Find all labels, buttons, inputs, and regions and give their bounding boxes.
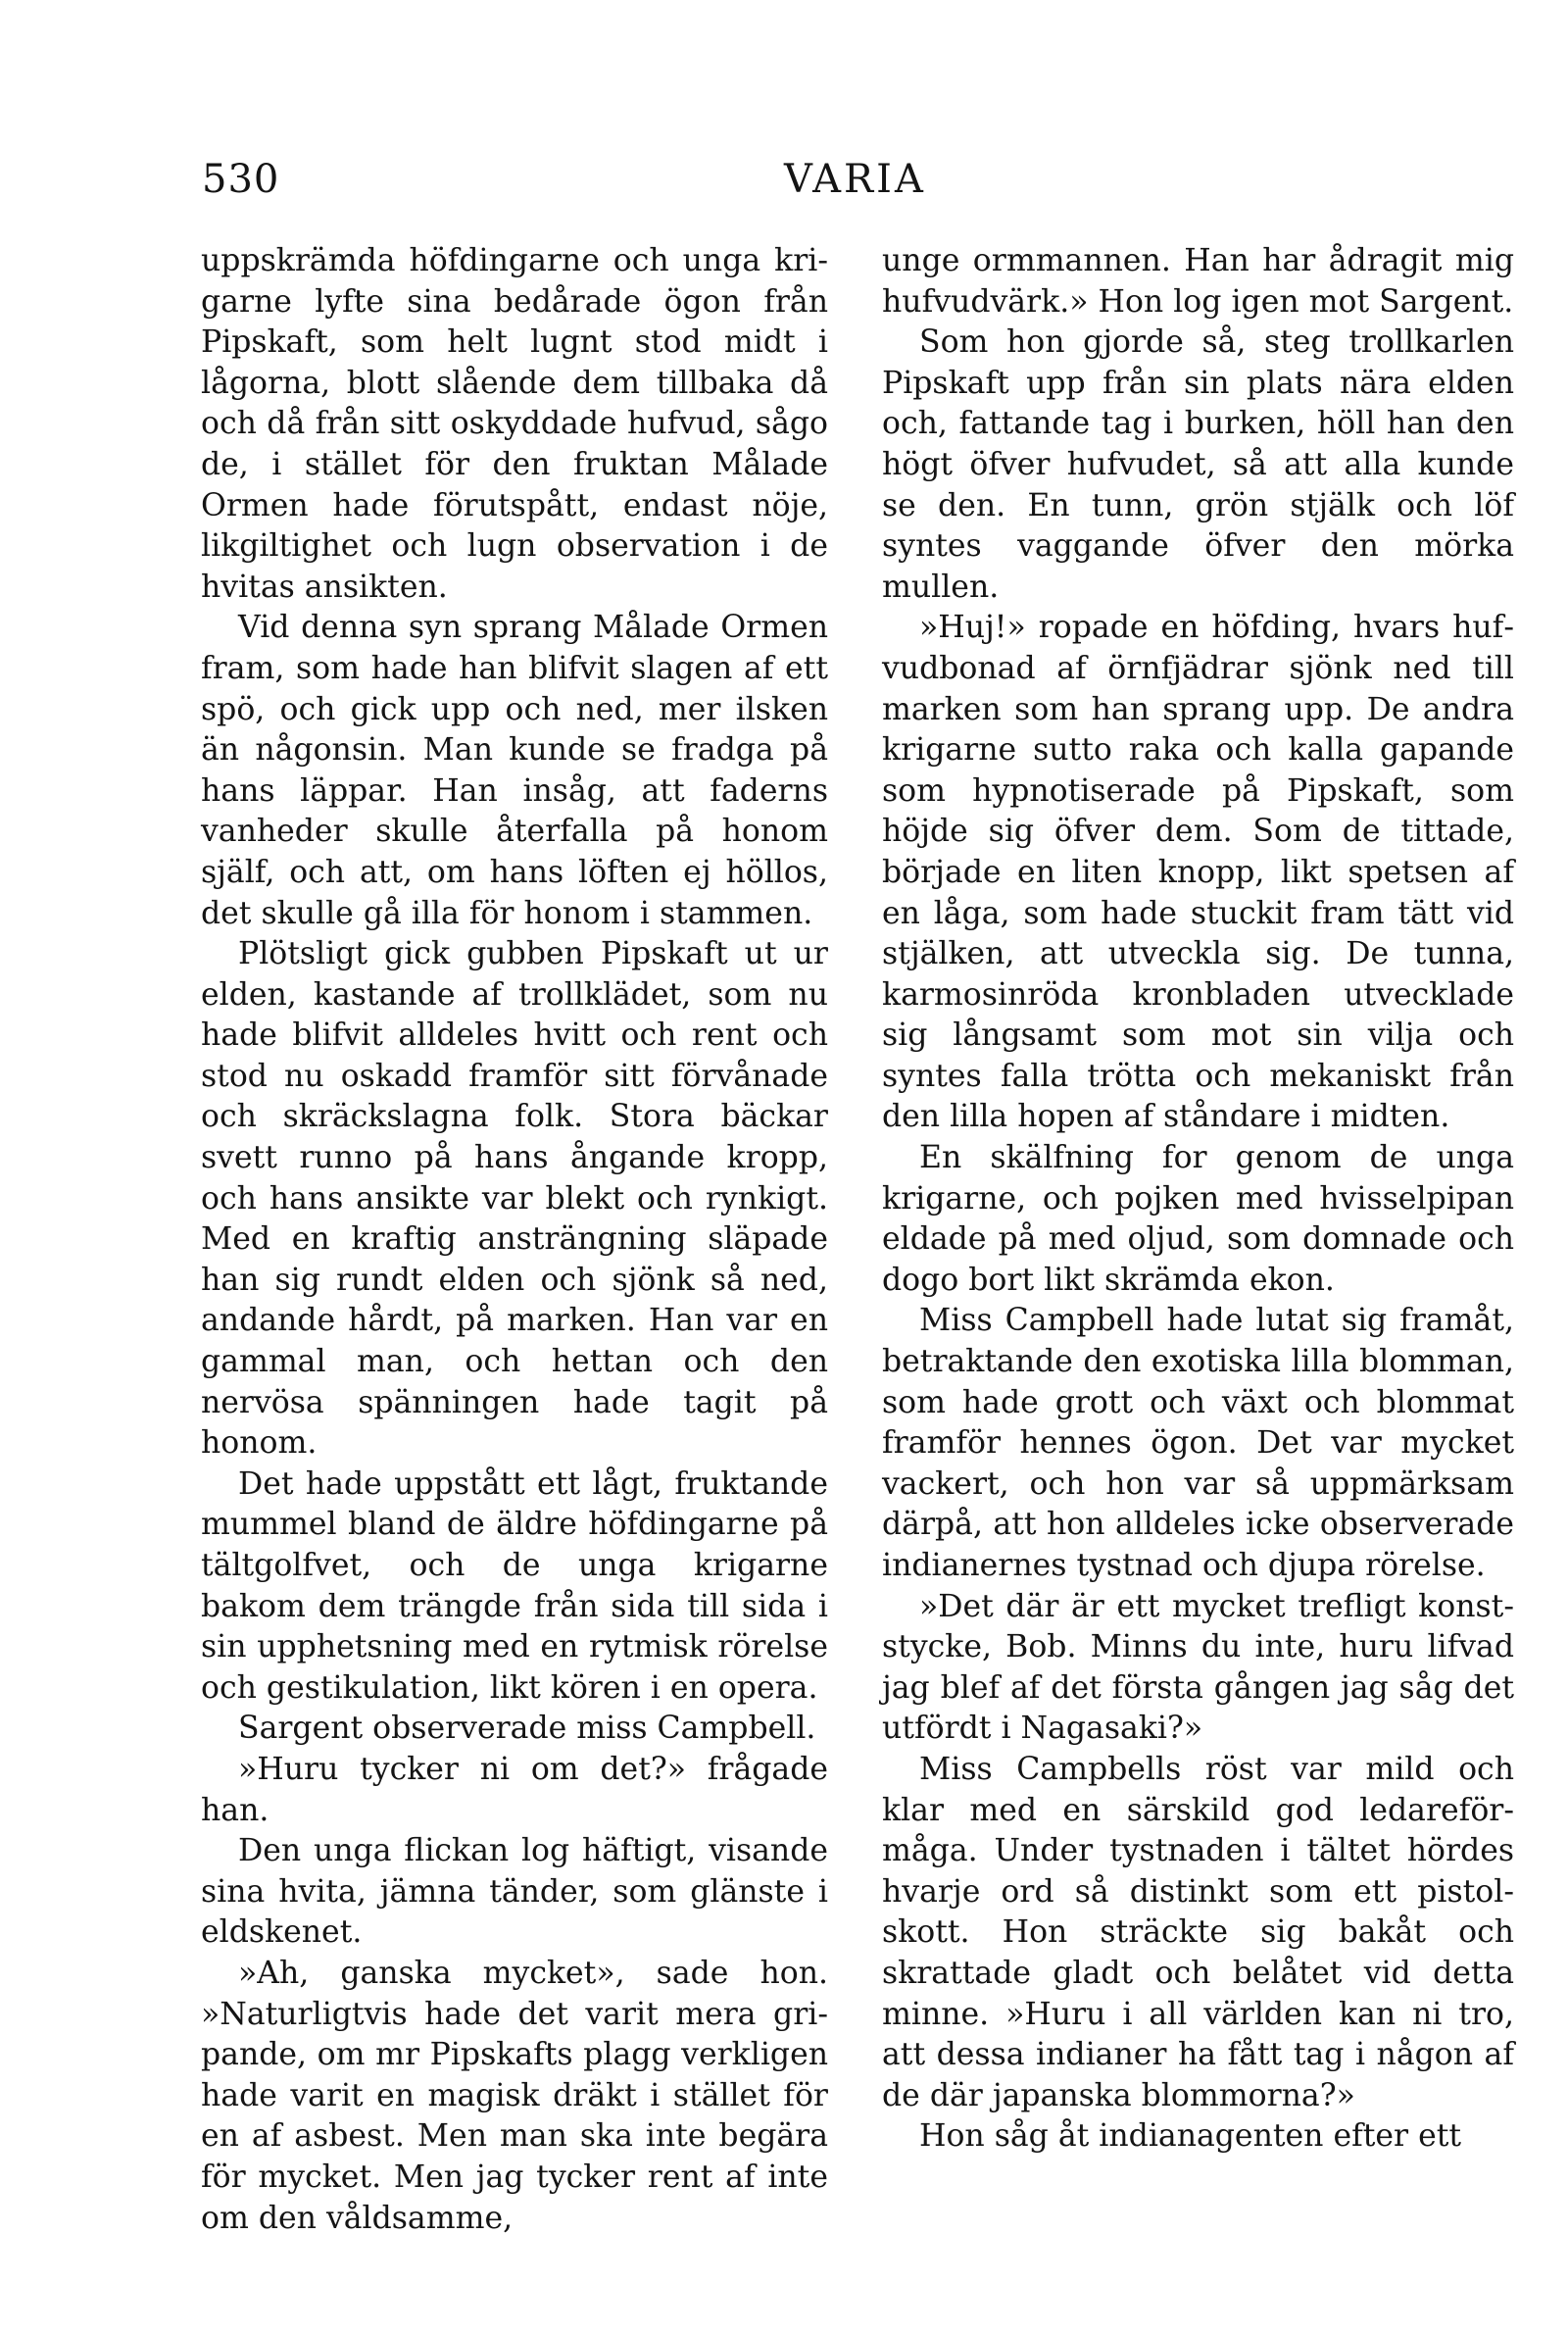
paragraph: Vid denna syn sprang Målade Ormen fram, som hade han blifvit slagen af ett spö, och gick upp och ned, mer ilsken än någonsin. Man kunde se fradga på hans läppar. Han insåg, att faderns vanheder skulle återfalla på honom själf, och att, om hans löften ej höllos, det skulle gå illa för honom i stammen. (201, 610, 828, 931)
paragraph: uppskrämda höfdingarne och unga krigarne lyfte sina bedårade ögon från Pipskaft, som helt lugnt stod midt i lågorna, blott slående dem tillbaka då och då från sitt oskyddade hufvud, sågo de, i stället för den fruktan Målade Ormen hade förutspått, endast nöje, likgiltighet och lugn observation i de hvitas ansikten. (201, 243, 828, 605)
paragraph: »Huj!» ropade en höfding, hvars hufvudbonad af örnfjädrar sjönk ned till marken som han sprang upp. De andra krigarne sutto raka och kalla gapande som hypnotiserade på Pipskaft, som höjde sig öfver dem. Som de tittade, började en liten knopp, likt spetsen af en låga, som hade stuckit fram tätt vid stjälken, att utveckla sig. De tunna, karmosinröda kronbladen utvecklade sig långsamt som mot sin vilja och syntes falla trötta och mekaniskt från den lilla hopen af ståndare i midten. (882, 610, 1514, 1135)
running-head: VARIA (784, 157, 926, 202)
paragraph: Det hade uppstått ett lågt, fruktande mummel bland de äldre höfdingarne på tältgolfvet, och de unga krigarne bakom dem trängde från sida till sida i sin upphetsning med en rytmisk rörelse och gestikulation, likt kören i en opera. (201, 1465, 828, 1706)
paragraph: »Det där är ett mycket trefligt konststycke, Bob. Minns du inte, huru lifvad jag blef af det första gången jag såg det utfördt i Nagasaki?» (882, 1588, 1514, 1747)
paragraph: En skälfning for genom de unga krigarne, och pojken med hvisselpipan eldade på med oljud, som domnade och dogo bort likt skrämda ekon. (882, 1140, 1514, 1298)
paragraph: »Huru tycker ni om det?» frågade han. (201, 1751, 828, 1828)
paragraph: Som hon gjorde så, steg trollkarlen Pipskaft upp från sin plats nära elden och, fattande tag i burken, höll han den högt öfver hufvudet, så att alla kunde se den. En tunn, grön stjälk och löf syntes vaggande öfver den mörka mullen. (882, 324, 1514, 605)
paragraph: »Ah, ganska mycket», sade hon. »Naturligtvis hade det varit mera gripande, om mr Pipskafts plagg verkligen hade varit en magisk dräkt i stället för en af asbest. Men man ska inte begära för mycket. Men jag tycker rent af inte om den våldsamme, (201, 1955, 828, 2236)
page-number: 530 (202, 157, 280, 202)
left-text-column (201, 241, 828, 2239)
paragraph: Sargent observerade miss Campbell. (238, 1711, 816, 1747)
paragraph: Plötsligt gick gubben Pipskaft ut ur elden, kastande af trollklädet, som nu hade blifvit alldeles hvitt och rent och stod nu oskadd framför sitt förvånade och skräckslagna folk. Stora bäckar svett runno på hans ångande kropp, och hans ansikte var blekt och rynkigt. Med en kraftig ansträngning släpade han sig rundt elden och sjönk så ned, andande hårdt, på marken. Han var en gammal man, och hettan och den nervösa spänningen hade tagit på honom. (201, 936, 828, 1462)
paragraph: unge ormmannen. Han har ådragit mig hufvudvärk.» Hon log igen mot Sargent. (882, 243, 1514, 320)
paragraph: Miss Campbell hade lutat sig framåt, betraktande den exotiska lilla blomman, som hade grott och växt och blommat framför hennes ögon. Det var mycket vackert, och hon var så uppmärksam därpå, att hon alldeles icke observerade indianernes tystnad och djupa rörelse. (882, 1303, 1514, 1583)
paragraph: Hon såg åt indianagenten efter ett (919, 2118, 1462, 2155)
right-text-column (882, 241, 1514, 2158)
paragraph: Den unga flickan log häftigt, visande sina hvita, jämna tänder, som glänste i eldskenet. (201, 1833, 828, 1951)
paragraph: Miss Campbells röst var mild och klar med en särskild god ledareförmåga. Under tystnaden i tältet hördes hvarje ord så distinkt som ett pistolskott. Hon sträckte sig bakåt och skrattade gladt och belåtet vid detta minne. »Huru i all världen kan ni tro, att dessa indianer ha fått tag i någon af de där japanska blommorna?» (882, 1751, 1514, 2113)
